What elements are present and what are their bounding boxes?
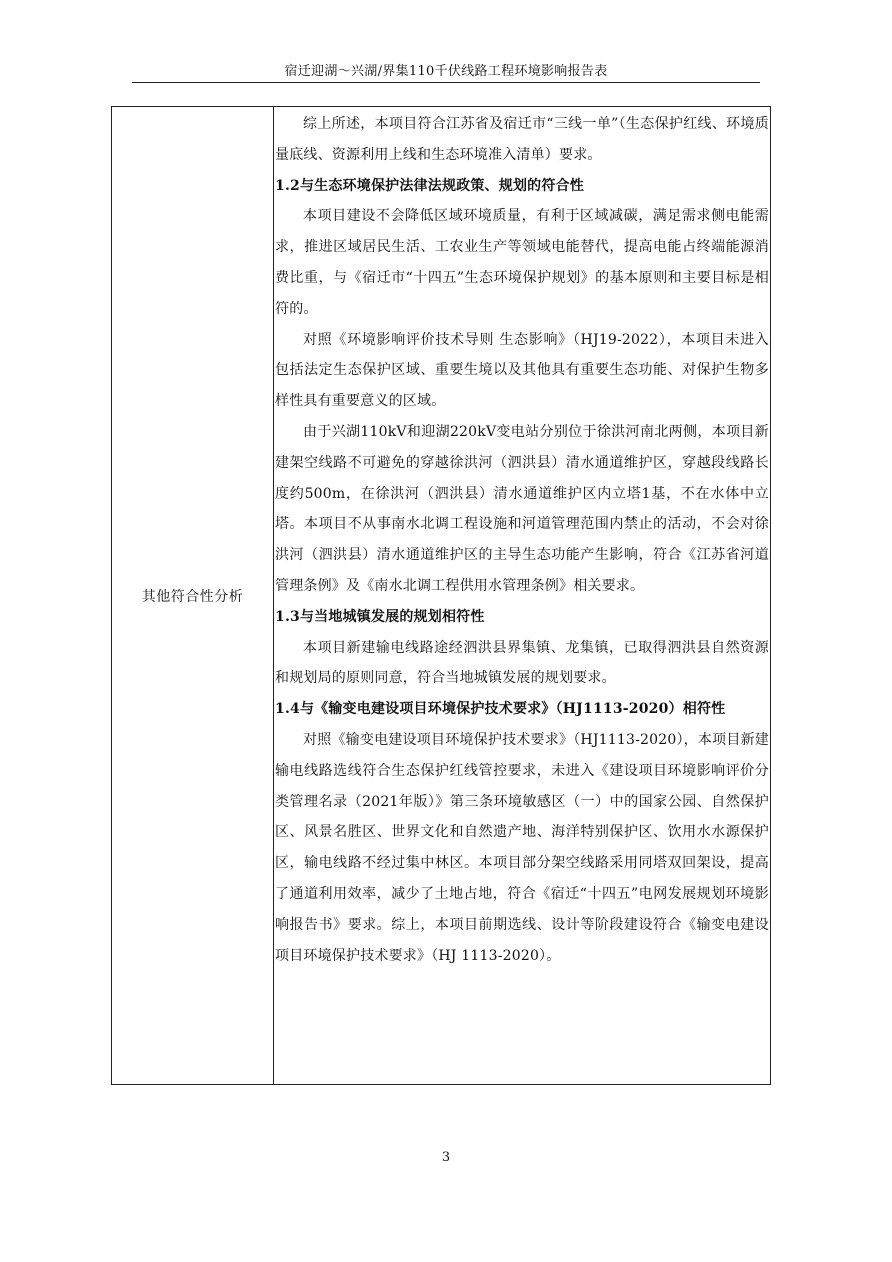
paragraph: 对照《输变电建设项目环境保护技术要求》（HJ1113-2020），本项目新建输电线路选线符合生态保护红线管控要求，未进入《建设项目环境影响评价分类管理名录（2021年版）》第三条环境敏感区（一）中的国家公园、自然保护区、风景名胜区、世界文化和自然遗产地、海洋特别保护区、饮用水水源保护区，输电线路不经过集中林区。本项目部分架空线路采用同塔双回架设，提高了通道利用效率，减少了土地占地，符合《宿迁“十四五”电网发展规划环境影响报告书》要求。综上，本项目前期选线、设计等阶段建设符合《输变电建设项目环境保护技术要求》（HJ 1113-2020）。 <box>275 731 769 964</box>
page-header-title: 宿迁迎湖～兴湖/界集110千伏线路工程环境影响报告表 <box>284 64 608 79</box>
header-divider <box>132 82 760 83</box>
section-heading: 1.3与当地城镇发展的规划相符性 <box>275 608 485 625</box>
row-label: 其他符合性分析 <box>141 588 244 605</box>
paragraph: 由于兴湖110kV和迎湖220kV变电站分别位于徐洪河南北两侧，本项目新建架空线路不可避免的穿越徐洪河（泗洪县）清水通道维护区，穿越段线路长度约500m，在徐洪河（泗洪县）清水通道维护区内立塔1基，不在水体中立塔。本项目不从事南水北调工程设施和河道管理范围内禁止的活动，不会对徐洪河（泗洪县）清水通道维护区的主导生态功能产生影响，符合《江苏省河道管理条例》及《南水北调工程供用水管理条例》相关要求。 <box>275 423 769 594</box>
paragraph: 本项目建设不会降低区域环境质量，有利于区域减碳，满足需求侧电能需求，推进区域居民生活、工农业生产等领域电能替代，提高电能占终端能源消费比重，与《宿迁市“十四五”生态环境保护规划》的基本原则和主要目标是相符的。 <box>275 208 769 317</box>
row-label-cell <box>112 107 274 1084</box>
paragraph: 本项目新建输电线路途经泗洪县界集镇、龙集镇，已取得泗洪县自然资源和规划局的原则同意，符合当地城镇发展的规划要求。 <box>275 639 769 687</box>
paragraph: 对照《环境影响评价技术导则 生态影响》（HJ19-2022），本项目未进入包括法定生态保护区域、重要生境以及其他具有重要生态功能、对保护生物多样性具有重要意义的区域。 <box>275 331 769 410</box>
section-heading: 1.2与生态环境保护法律法规政策、规划的符合性 <box>275 177 584 194</box>
compliance-table <box>111 106 771 1085</box>
paragraph: 综上所述，本项目符合江苏省及宿迁市“三线一单”（生态保护红线、环境质量底线、资源利用上线和生态环境准入清单）要求。 <box>275 116 769 163</box>
row-content-cell <box>275 109 769 971</box>
section-heading: 1.4与《输变电建设项目环境保护技术要求》（HJ1113-2020）相符性 <box>275 701 726 718</box>
page-number: 3 <box>441 1150 451 1165</box>
